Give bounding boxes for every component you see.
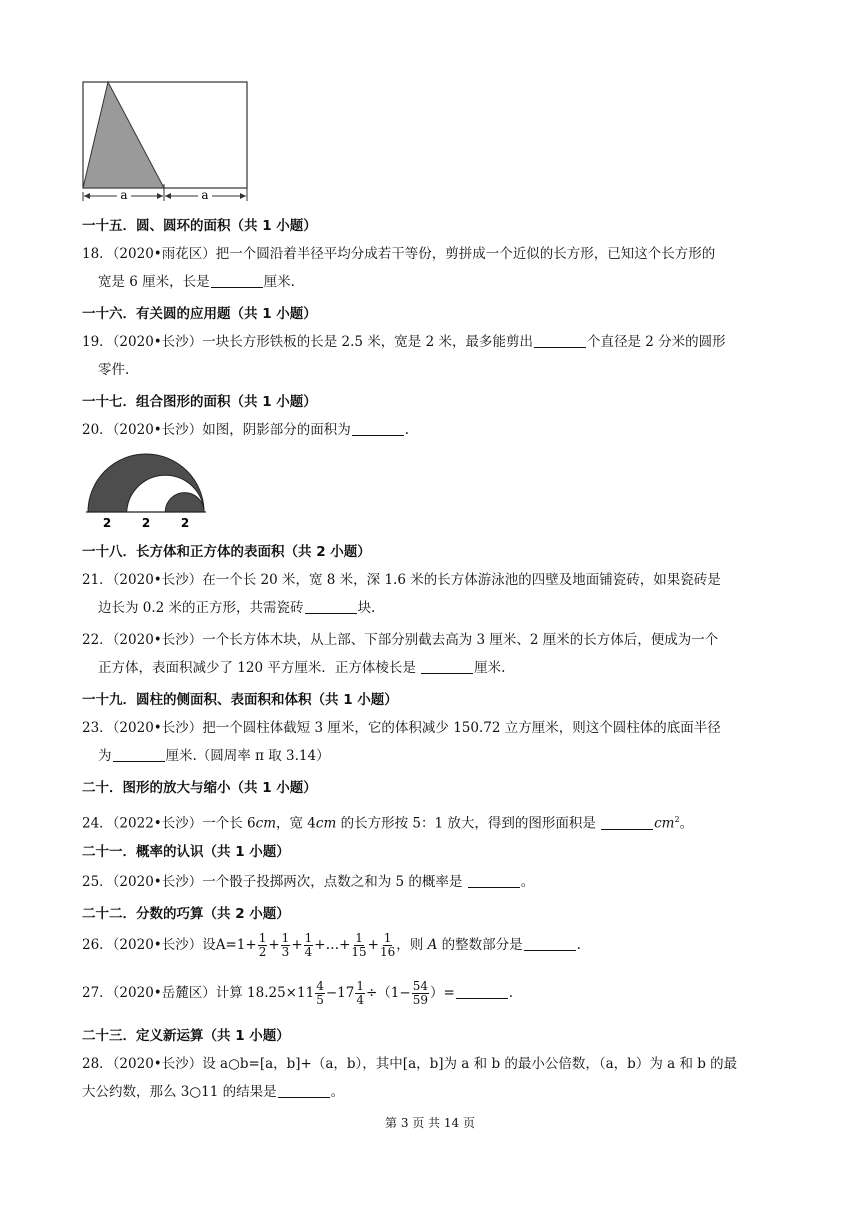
section-heading-19: 一十九．圆柱的侧面积、表面积和体积（共 1 小题） xyxy=(82,692,398,708)
answer-blank[interactable] xyxy=(278,1083,330,1098)
question-23-line2: 为 厘米.（圆周率 π 取 3.14） xyxy=(98,748,330,764)
semicircle-figure xyxy=(86,448,208,530)
question-22-line1: 22．（2020•长沙）一个长方体木块，从上部、下部分别截去高为 3 厘米、2 厘米的长方体后，便成为一个 xyxy=(82,632,719,648)
answer-blank[interactable] xyxy=(352,421,404,436)
figure-label-a-left: a xyxy=(120,188,128,202)
question-19-line2: 零件. xyxy=(98,362,130,378)
question-18-line2: 宽是 6 厘米，长是 厘米. xyxy=(98,274,295,290)
section-heading-20: 二十．图形的放大与缩小（共 1 小题） xyxy=(82,780,317,796)
answer-blank[interactable] xyxy=(421,659,473,674)
answer-blank[interactable] xyxy=(456,984,508,999)
answer-blank[interactable] xyxy=(524,936,576,951)
answer-blank[interactable] xyxy=(113,747,165,762)
figure-label-2-a: 2 xyxy=(102,516,112,530)
section-heading-22: 二十二．分数的巧算（共 2 小题） xyxy=(82,906,290,922)
figure-label-2-b: 2 xyxy=(141,516,151,530)
question-22-line2: 正方体，表面积减少了 120 平方厘米．正方体棱长是 厘米. xyxy=(98,660,506,676)
section-heading-23: 二十三．定义新运算（共 1 小题） xyxy=(82,1028,290,1044)
answer-blank[interactable] xyxy=(534,333,586,348)
question-18-line1: 18．（2020•雨花区）把一个圆沿着半径平均分成若干等份，剪拼成一个近似的长方形，已知这个长方形的 xyxy=(82,246,716,262)
figure-label-2-c: 2 xyxy=(180,516,190,530)
question-21-line2: 边长为 0.2 米的正方形，共需瓷砖 块. xyxy=(98,600,376,616)
answer-blank[interactable] xyxy=(211,273,263,288)
section-heading-18: 一十八．长方体和正方体的表面积（共 2 小题） xyxy=(82,544,371,560)
section-heading-15: 一十五．圆、圆环的面积（共 1 小题） xyxy=(82,218,317,234)
section-heading-16: 一十六．有关圆的应用题（共 1 小题） xyxy=(82,306,317,322)
question-21-line1: 21．（2020•长沙）在一个长 20 米，宽 8 米，深 1.6 米的长方体游泳池的四壁及地面铺瓷砖，如果瓷砖是 xyxy=(82,572,721,588)
question-19-line1: 19．（2020•长沙）一块长方形铁板的长是 2.5 米，宽是 2 米，最多能剪出 个直径是 2 分米的圆形 xyxy=(82,334,726,350)
question-20: 20．（2020•长沙）如图，阴影部分的面积为 . xyxy=(82,422,410,438)
question-25: 25．（2020•长沙）一个骰子投掷两次，点数之和为 5 的概率是 。 xyxy=(82,874,535,890)
question-26: 26．（2020•长沙）设A=1+ $\frac{1}{2}$ + $\frac{1}{3}$ + $\frac{1}{4}$ +…+ $\frac{1}{15}$ + $\frac{1}{16}$ ，则 A 的整数部分是 . xyxy=(82,931,581,959)
answer-blank[interactable] xyxy=(305,599,357,614)
page-footer: 第 3 页 共 14 页 xyxy=(385,1116,475,1130)
section-heading-17: 一十七．组合图形的面积（共 1 小题） xyxy=(82,394,317,410)
question-28-line2: 大公约数，那么 3○11 的结果是 。 xyxy=(82,1084,345,1100)
question-27: 27．（2020•岳麓区）计算 18.25×11 $\frac{4}{5}$ −17 $\frac{1}{4}$ ÷（1− $\frac{54}{59}$ ）= . xyxy=(82,979,514,1007)
section-heading-21: 二十一．概率的认识（共 1 小题） xyxy=(82,844,290,860)
answer-blank[interactable] xyxy=(601,815,653,830)
rectangle-triangle-figure xyxy=(82,80,252,202)
figure-label-a-right: a xyxy=(201,188,209,202)
answer-blank[interactable] xyxy=(468,873,520,888)
question-28-line1: 28．（2020•长沙）设 a○b=[a，b]+（a，b），其中[a，b]为 a 和 b 的最小公倍数，（a，b）为 a 和 b 的最 xyxy=(82,1056,738,1072)
question-24: 24．（2022•长沙）一个长 6cm，宽 4cm 的长方形按 5：1 放大，得到的图形面积是 $cm^2$。 xyxy=(82,815,694,832)
question-23-line1: 23．（2020•长沙）把一个圆柱体截短 3 厘米，它的体积减少 150.72 立方厘米，则这个圆柱体的底面半径 xyxy=(82,720,721,736)
